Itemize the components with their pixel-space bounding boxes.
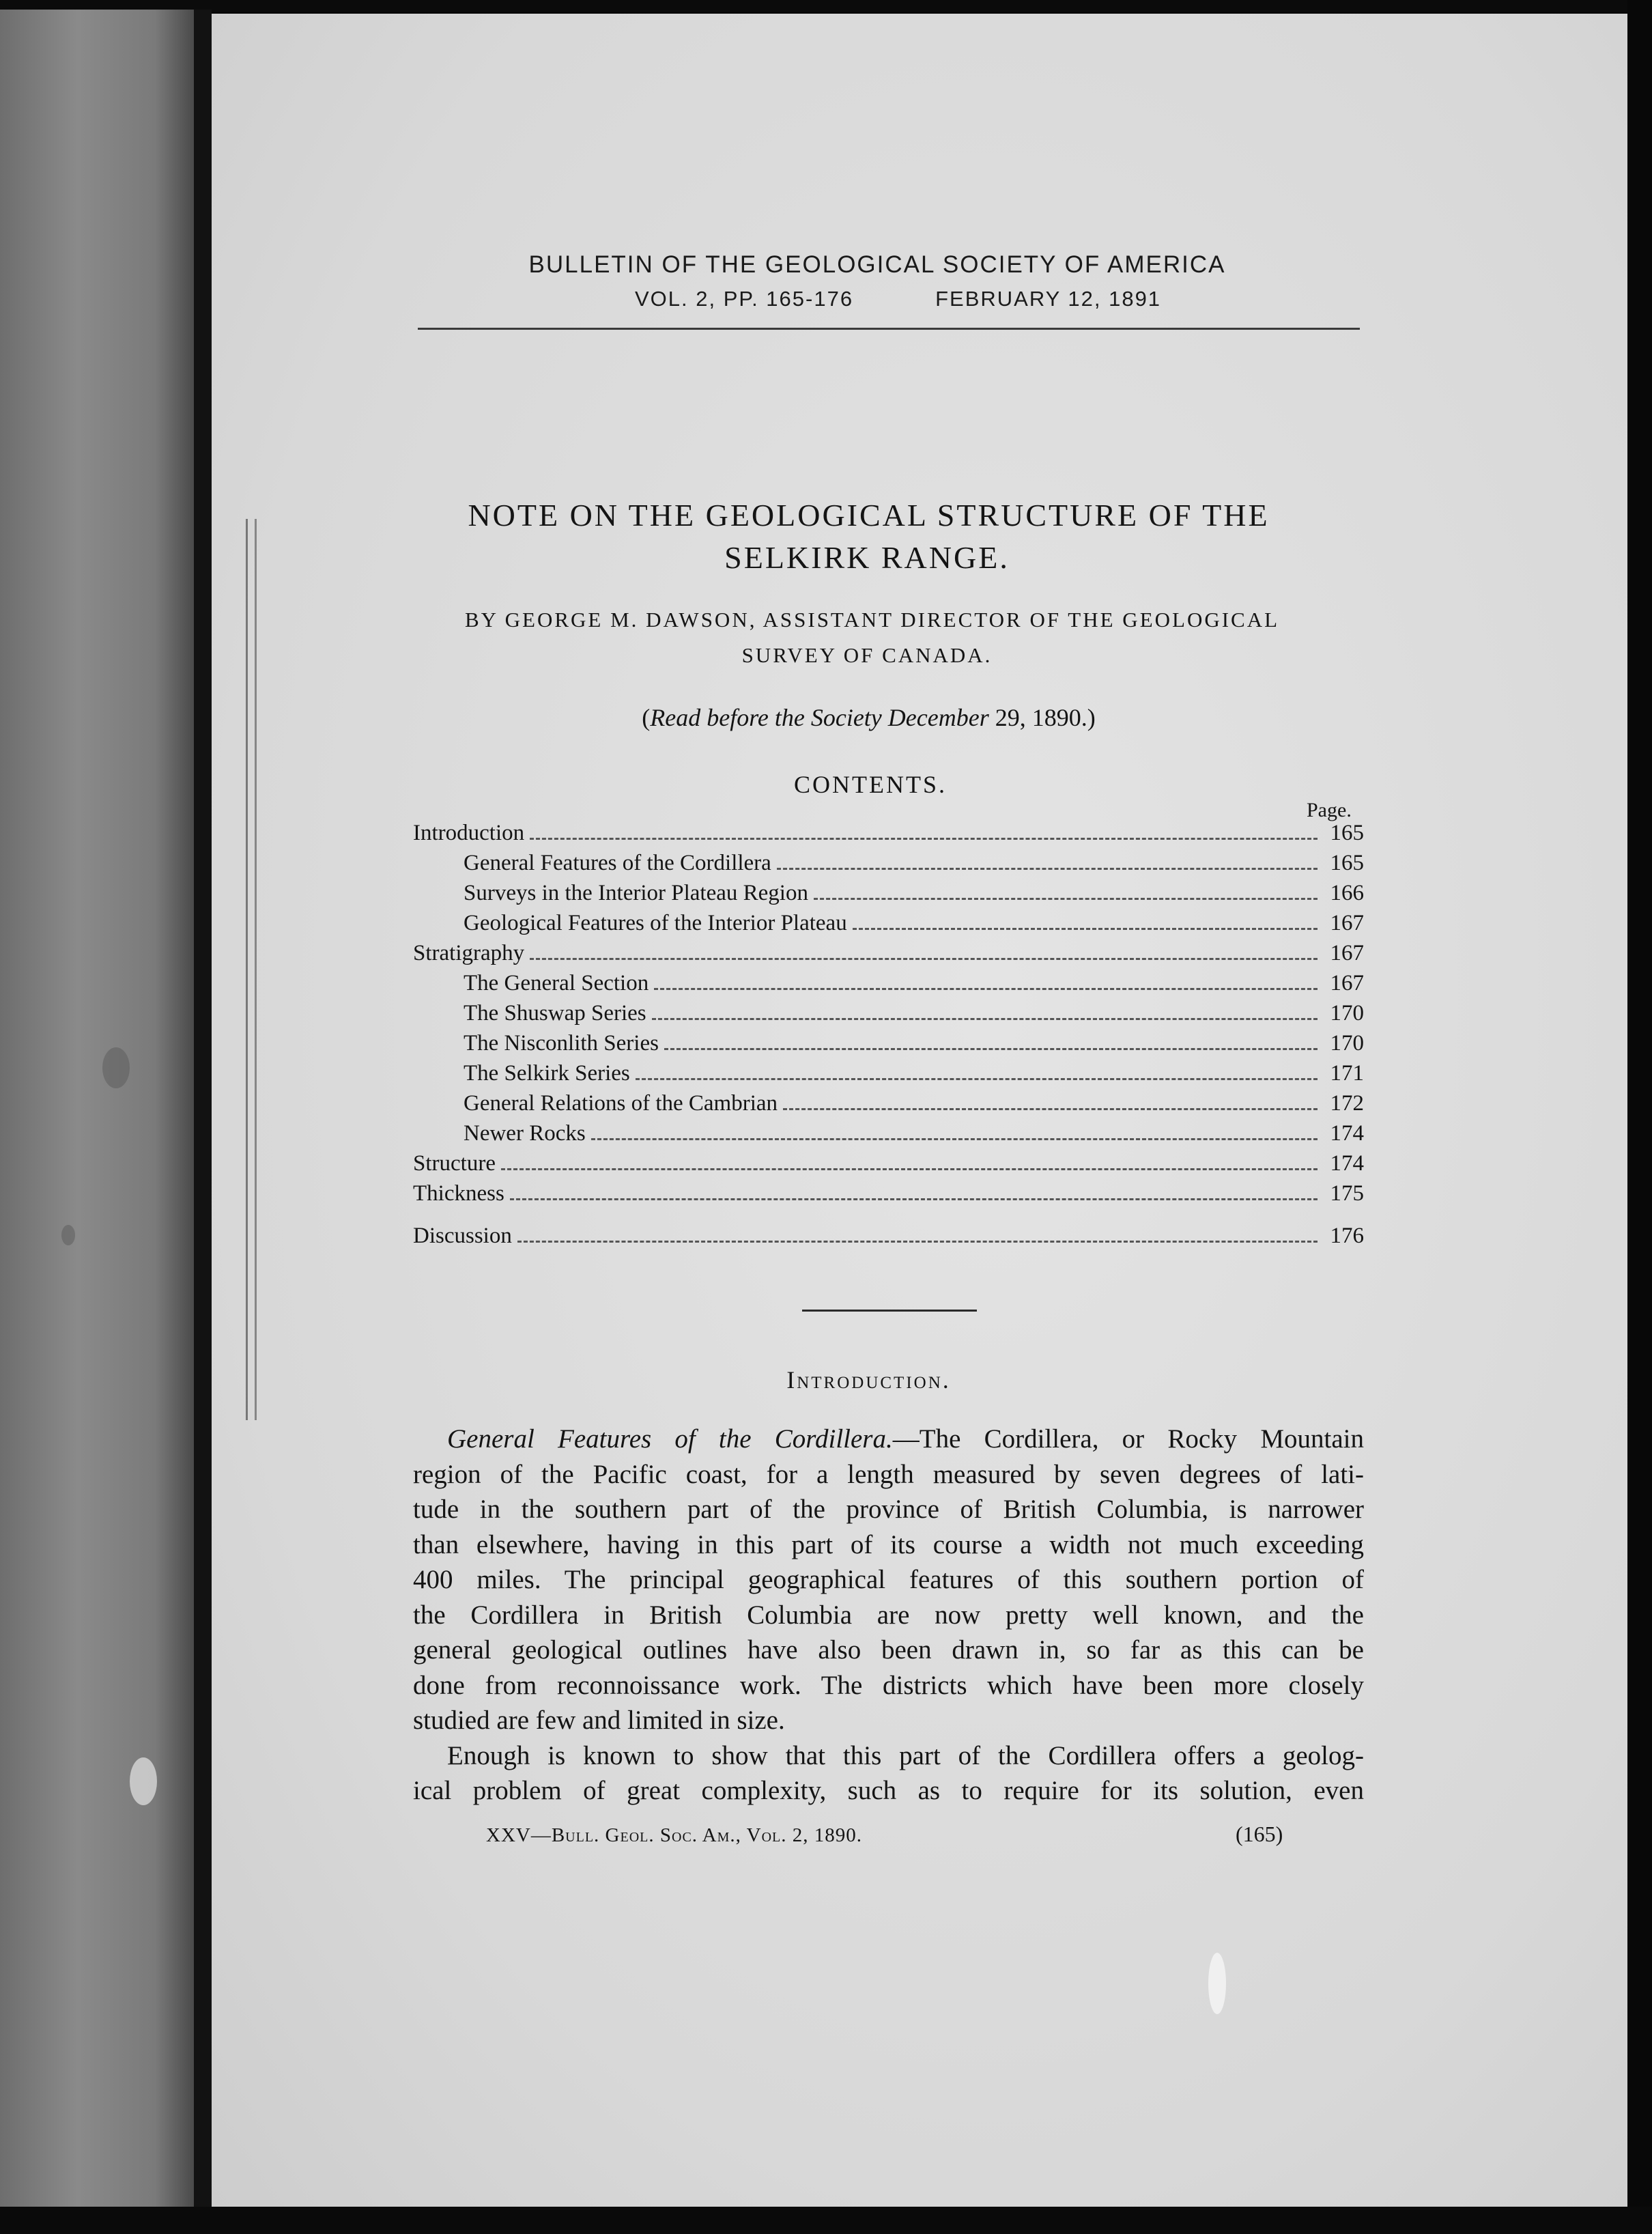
read-note-italic: Read before the Society December	[650, 704, 989, 731]
publication-date: FEBRUARY 12, 1891	[935, 287, 1162, 311]
page-gutter	[194, 10, 212, 2209]
author-line-1: BY GEORGE M. DAWSON, ASSISTANT DIRECTOR OF THE GEOLOGICAL	[464, 608, 1280, 632]
toc-leader	[814, 898, 1318, 900]
body-line: Enough is known to show that this part of the Cordillera offers a geolog-	[447, 1740, 1364, 1770]
toc-entry	[413, 1224, 1364, 1254]
toc-entry-label: Thickness	[413, 1181, 504, 1206]
toc-entry-page: 167	[1330, 971, 1364, 995]
toc-entry-label: Surveys in the Interior Plateau Region	[464, 881, 808, 905]
toc-leader	[777, 868, 1318, 870]
scan-right-edge	[1627, 0, 1652, 2234]
scan-top-edge	[0, 0, 1652, 12]
facing-page-edge	[0, 10, 194, 2209]
toc-leader	[530, 958, 1318, 960]
toc-entry-page: 172	[1330, 1091, 1364, 1116]
toc-entry	[413, 971, 1364, 1001]
body-line: done from reconnoissance work. The districts which have been more closely	[413, 1670, 1364, 1700]
header-rule	[418, 328, 1360, 330]
toc-entry-label: The Shuswap Series	[464, 1001, 646, 1026]
toc-leader	[510, 1198, 1318, 1200]
toc-entry-label: Newer Rocks	[464, 1121, 586, 1146]
toc-entry	[413, 1031, 1364, 1061]
toc-entry-label: General Features of the Cordillera	[464, 851, 771, 875]
read-before-note	[0, 703, 1652, 732]
body-line: ical problem of great complexity, such as to require for its solution, even	[413, 1776, 1364, 1805]
author-line-2: SURVEY OF CANADA.	[741, 643, 993, 667]
contents-heading: CONTENTS.	[794, 771, 947, 798]
toc-leader	[530, 838, 1318, 840]
read-note-date: 29, 1890.)	[988, 704, 1096, 731]
toc-entry	[413, 851, 1364, 881]
body-line: general geological outlines have also been drawn in, so far as this can be	[413, 1635, 1364, 1665]
read-note-open: (	[642, 704, 651, 731]
journal-header: BULLETIN OF THE GEOLOGICAL SOCIETY OF AMERICA	[528, 251, 1226, 278]
section-divider	[802, 1310, 977, 1312]
toc-entry	[413, 1091, 1364, 1121]
body-line: than elsewhere, having in this part of its course a width not much exceeding	[413, 1529, 1364, 1559]
paper-title-line-2: SELKIRK RANGE.	[724, 540, 1010, 575]
page-number: (165)	[1236, 1822, 1283, 1846]
toc-leader	[636, 1078, 1318, 1080]
contents-page-label: Page.	[1307, 799, 1352, 821]
toc-leader	[783, 1108, 1318, 1110]
subsection-title: General Features of the Cordillera.	[447, 1424, 893, 1454]
toc-entry	[413, 881, 1364, 911]
toc-entry-page: 170	[1330, 1031, 1364, 1056]
toc-entry-label: Geological Features of the Interior Plateau	[464, 911, 847, 935]
footer-signature: XXV—Bull. Geol. Soc. Am., Vol. 2, 1890.	[486, 1824, 862, 1846]
body-line	[413, 1422, 1364, 1457]
toc-entry	[413, 1121, 1364, 1151]
toc-entry-label: The Selkirk Series	[464, 1061, 630, 1086]
toc-entry	[413, 941, 1364, 971]
toc-entry-label: General Relations of the Cambrian	[464, 1091, 778, 1116]
toc-leader	[652, 1018, 1318, 1020]
toc-entry	[413, 1151, 1364, 1181]
body-line: the Cordillera in British Columbia are now pretty well known, and the	[413, 1600, 1364, 1630]
toc-entry-label: Introduction	[413, 821, 525, 845]
toc-entry-label: The Nisconlith Series	[464, 1031, 659, 1056]
volume-pages: VOL. 2, PP. 165-176	[635, 287, 854, 311]
table-of-contents	[413, 821, 1364, 1254]
toc-entry-page: 176	[1330, 1224, 1364, 1248]
toc-entry-page: 174	[1330, 1151, 1364, 1176]
toc-entry-page: 170	[1330, 1001, 1364, 1026]
toc-leader	[664, 1048, 1318, 1050]
toc-entry-page: 165	[1330, 851, 1364, 875]
body-line: 400 miles. The principal geographical features of this southern portion of	[413, 1565, 1364, 1594]
paper-title-line-1: NOTE ON THE GEOLOGICAL STRUCTURE OF THE	[468, 498, 1270, 533]
toc-entry-page: 171	[1330, 1061, 1364, 1086]
body-line: studied are few and limited in size.	[413, 1706, 785, 1735]
toc-entry-label: Structure	[413, 1151, 496, 1176]
toc-entry-page: 167	[1330, 911, 1364, 935]
volume-date-line	[635, 287, 1161, 311]
toc-entry-label: The General Section	[464, 971, 649, 995]
scan-smudge	[61, 1225, 75, 1245]
introduction-body	[413, 1422, 1364, 1809]
toc-entry-label: Stratigraphy	[413, 941, 525, 965]
toc-entry-page: 166	[1330, 881, 1364, 905]
toc-entry-page: 174	[1330, 1121, 1364, 1146]
toc-entry-page: 175	[1330, 1181, 1364, 1206]
scan-smudge	[102, 1047, 130, 1088]
toc-leader	[501, 1168, 1318, 1170]
toc-leader	[591, 1138, 1318, 1140]
body-line-text: —The Cordillera, or Rocky Mountain	[892, 1424, 1365, 1454]
body-line: region of the Pacific coast, for a length measured by seven degrees of lati-	[413, 1459, 1364, 1489]
toc-entry	[413, 1001, 1364, 1031]
scan-bottom-edge	[0, 2207, 1652, 2234]
body-line: tude in the southern part of the province of British Columbia, is narrower	[413, 1495, 1364, 1524]
toc-entry-label: Discussion	[413, 1224, 512, 1248]
toc-entry	[413, 911, 1364, 941]
toc-leader	[517, 1241, 1318, 1243]
toc-entry	[413, 1061, 1364, 1091]
scan-smudge	[1208, 1953, 1226, 2014]
toc-leader	[654, 988, 1318, 990]
toc-entry	[413, 1181, 1364, 1211]
toc-leader	[853, 928, 1318, 930]
toc-entry	[413, 821, 1364, 851]
scan-smudge	[130, 1757, 157, 1805]
toc-entry-page: 167	[1330, 941, 1364, 965]
introduction-heading: Introduction.	[786, 1366, 951, 1394]
toc-entry-page: 165	[1330, 821, 1364, 845]
